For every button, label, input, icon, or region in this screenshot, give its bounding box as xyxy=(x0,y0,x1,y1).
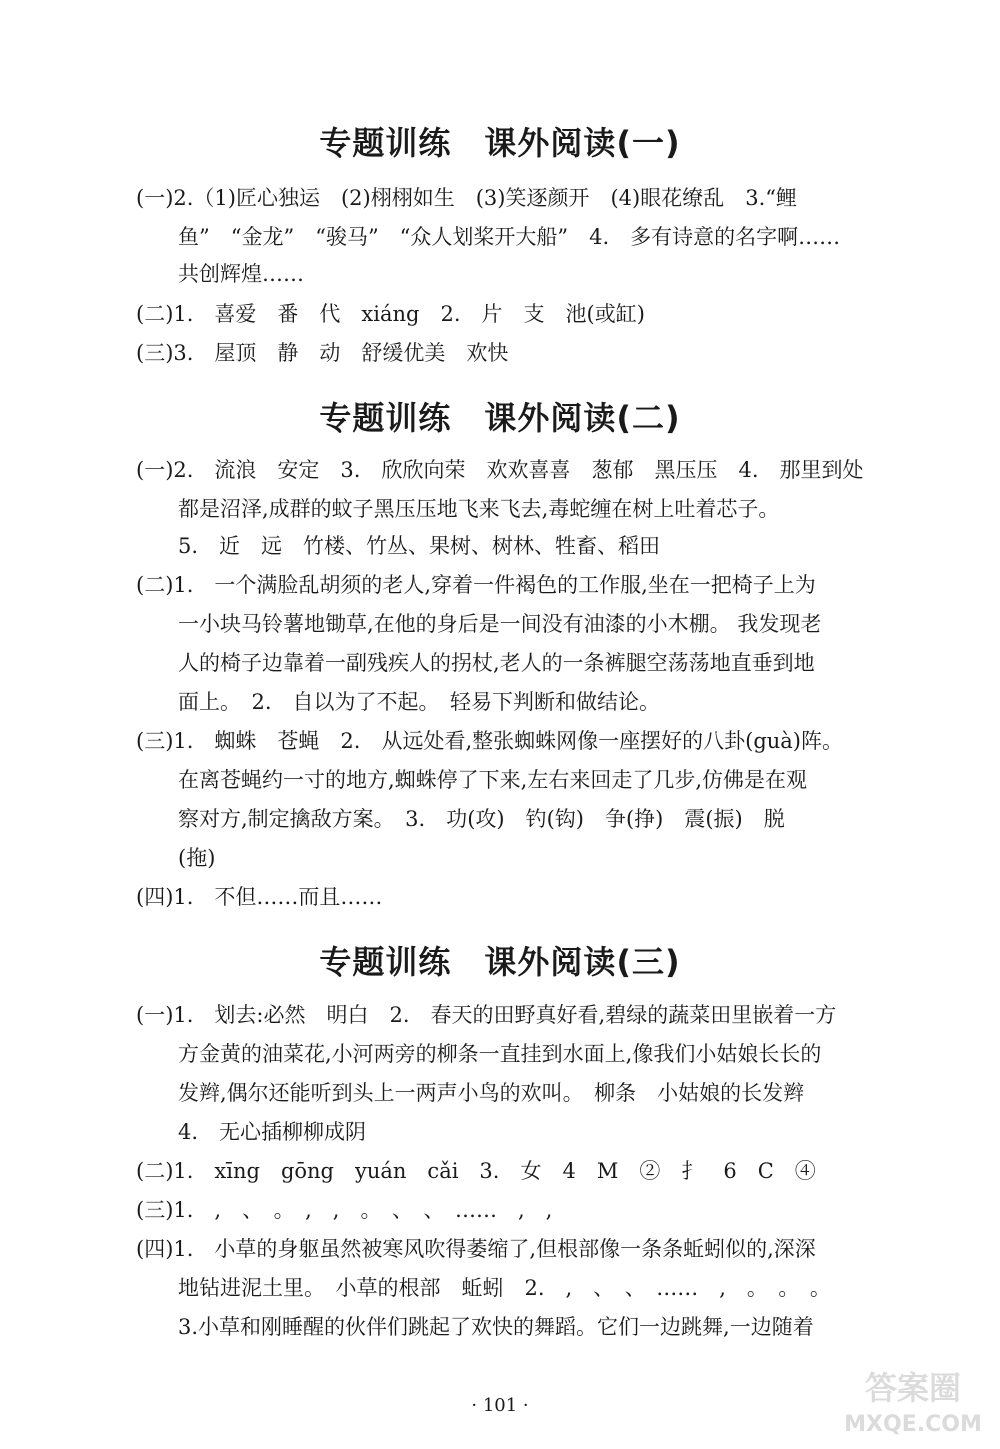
answer-line: (二)1. 喜爱 番 代 xiáng 2. 片 支 池(或缸) xyxy=(136,302,645,326)
watermark-logo xyxy=(838,1361,988,1441)
answer-line: 地钻进泥土里。 小草的根部 蚯蚓 2. , 、 、 …… , 。 。 。 xyxy=(178,1276,831,1300)
answer-line: 一小块马铃薯地锄草,在他的身后是一间没有油漆的小木棚。 我发现老 xyxy=(178,612,822,636)
watermark-text-top: 答案圈 xyxy=(864,1369,962,1407)
answer-line: (二)1. 一个满脸乱胡须的老人,穿着一件褐色的工作服,坐在一把椅子上为 xyxy=(136,573,816,597)
answer-line: (三)3. 屋顶 静 动 舒缓优美 欢快 xyxy=(136,341,509,365)
answer-line: (三)1. , 、 。 , , 。 、 、 …… , , xyxy=(136,1198,553,1222)
answer-line: (一)1. 划去:必然 明白 2. 春天的田野真好看,碧绿的蔬菜田里嵌着一方 xyxy=(136,1003,837,1027)
answer-line: (四)1. 不但……而且…… xyxy=(136,885,383,909)
answer-line: 都是沼泽,成群的蚊子黑压压地飞来飞去,毒蛇缠在树上吐着芯子。 xyxy=(178,497,780,521)
answer-line: 在离苍蝇约一寸的地方,蜘蛛停了下来,左右来回走了几步,仿佛是在观 xyxy=(178,768,808,792)
answer-line: 发辫,偶尔还能听到头上一两声小鸟的欢叫。 柳条 小姑娘的长发辫 xyxy=(178,1081,805,1105)
answer-line: (四)1. 小草的身躯虽然被寒风吹得萎缩了,但根部像一条条蚯蚓似的,深深 xyxy=(136,1237,816,1261)
answer-line: (一)2. 流浪 安定 3. 欣欣向荣 欢欢喜喜 葱郁 黑压压 4. 那里到处 xyxy=(136,458,864,482)
answer-line: (拖) xyxy=(178,846,216,870)
section-title-2: 专题训练 课外阅读(二) xyxy=(319,399,681,437)
answer-line: 方金黄的油菜花,小河两旁的柳条一直挂到水面上,像我们小姑娘长长的 xyxy=(178,1042,822,1066)
answer-line: 共创辉煌…… xyxy=(178,262,304,286)
answer-line: (三)1. 蜘蛛 苍蝇 2. 从远处看,整张蜘蛛网像一座摆好的八卦(guà)阵。 xyxy=(136,729,844,753)
answer-line: 4. 无心插柳柳成阴 xyxy=(178,1120,367,1144)
answer-line: (二)1. xīng gōng yuán cǎi 3. 女 4 M ② 扌 6 C ④ xyxy=(136,1159,816,1183)
answer-line: 人的椅子边靠着一副残疾人的拐杖,老人的一条裤腿空荡荡地直垂到地 xyxy=(178,651,815,675)
answer-line: 3.小草和刚睡醒的伙伴们跳起了欢快的舞蹈。它们一边跳舞,一边随着 xyxy=(178,1315,814,1339)
answer-line: 面上。 2. 自以为了不起。 轻易下判断和做结论。 xyxy=(178,690,661,714)
answer-line: (一)2.（1)匠心独运 (2)栩栩如生 (3)笑逐颜开 (4)眼花缭乱 3.“鲤 xyxy=(136,186,797,210)
section-title-1: 专题训练 课外阅读(一) xyxy=(319,124,681,162)
answer-line: 鱼” “金龙” “骏马” “众人划桨开大船” 4. 多有诗意的名字啊…… xyxy=(178,225,841,249)
answer-line: 5. 近 远 竹楼、竹丛、果树、树林、牲畜、稻田 xyxy=(178,534,661,558)
section-title-3: 专题训练 课外阅读(三) xyxy=(319,943,681,981)
answer-line: 察对方,制定擒敌方案。 3. 功(攻) 钓(钩) 争(挣) 震(振) 脱 xyxy=(178,807,785,831)
page-number: · 101 · xyxy=(471,1395,529,1416)
watermark-text-bottom: MXQE.COM xyxy=(844,1412,982,1437)
